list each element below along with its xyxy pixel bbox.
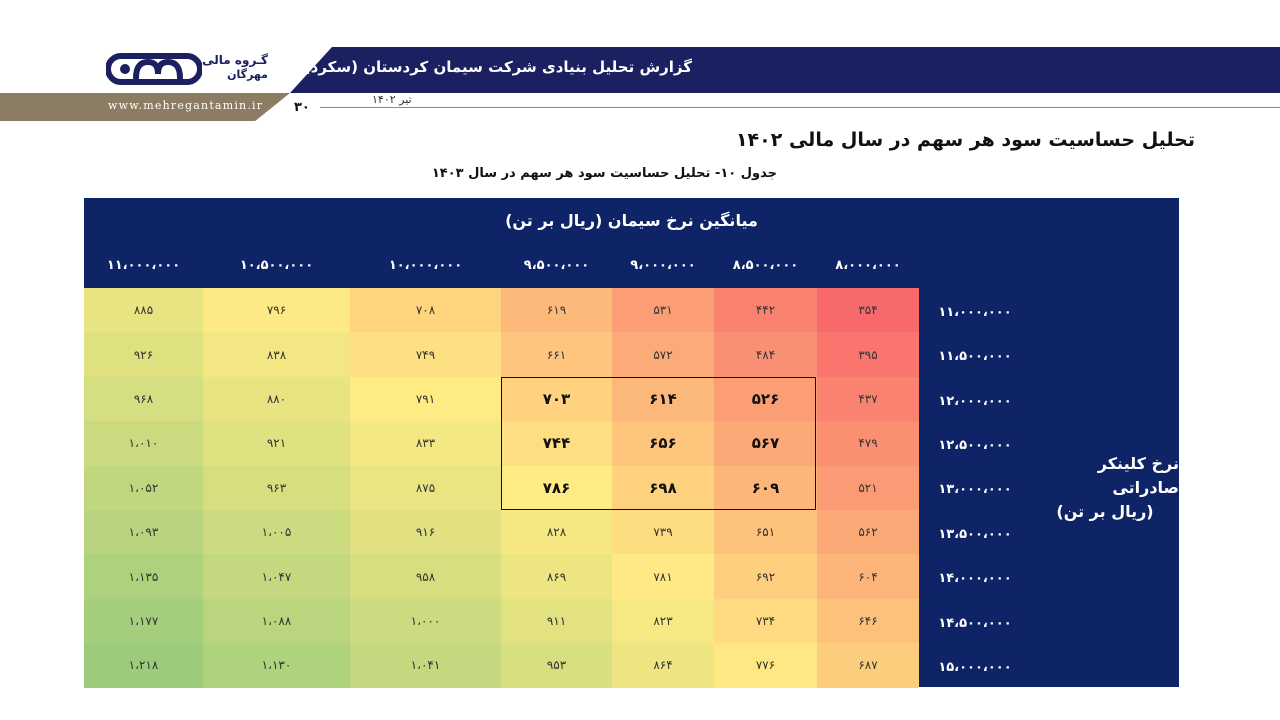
row-axis-title-line-2: (ریال بر تن) xyxy=(1056,501,1154,521)
table-cell: ۴۴۲ xyxy=(714,288,817,332)
table-cell: ۳۹۵ xyxy=(817,332,919,376)
table-cell: ۷۴۹ xyxy=(350,332,501,376)
table-cell: ۷۴۴ xyxy=(501,421,612,465)
table-cell: ۹۶۳ xyxy=(203,466,350,510)
logo-wordmark xyxy=(202,53,268,83)
row-header: ۱۴،۰۰۰،۰۰۰ xyxy=(938,571,1012,587)
table-cell: ۱،۱۷۷ xyxy=(84,599,203,643)
row-header: ۱۱،۰۰۰،۰۰۰ xyxy=(938,304,1012,320)
table-cell: ۱،۰۱۰ xyxy=(84,421,203,465)
table-cell: ۵۲۶ xyxy=(714,377,817,421)
table-cell: ۵۶۷ xyxy=(714,421,817,465)
table-cell: ۵۲۱ xyxy=(817,466,919,510)
column-header: ۱۰،۰۰۰،۰۰۰ xyxy=(388,258,463,273)
table-cell: ۶۱۴ xyxy=(612,377,714,421)
table-cell: ۱،۰۰۰ xyxy=(350,599,501,643)
website-link[interactable]: www.mehregantamin.ir xyxy=(108,99,264,112)
section-title: تحلیل حساسیت سود هر سهم در سال مالی ۱۴۰۲ xyxy=(735,129,1195,151)
column-axis-title: میانگین نرخ سیمان (ریال بر تن) xyxy=(505,211,758,230)
table-cell: ۱،۱۳۵ xyxy=(84,554,203,598)
row-axis-title-line-1: نرخ کلینکر صادراتی xyxy=(1097,453,1179,497)
logo-line-2: مهرگان xyxy=(227,68,268,81)
logo-line-1: گـروه مالی xyxy=(202,53,268,67)
table-cell: ۸۲۳ xyxy=(612,599,714,643)
page-number: ۳۰ xyxy=(294,100,310,115)
table-cell: ۸۷۵ xyxy=(350,466,501,510)
column-header: ۱۱،۰۰۰،۰۰۰ xyxy=(106,258,181,273)
row-header: ۱۲،۵۰۰،۰۰۰ xyxy=(938,437,1012,453)
table-cell: ۹۶۸ xyxy=(84,377,203,421)
table-cell: ۸۸۰ xyxy=(203,377,350,421)
row-header: ۱۵،۰۰۰،۰۰۰ xyxy=(938,659,1012,675)
table-cell: ۱،۰۰۵ xyxy=(203,510,350,554)
table-cell: ۶۱۹ xyxy=(501,288,612,332)
table-cell: ۳۵۴ xyxy=(817,288,919,332)
table-cell: ۱،۰۸۸ xyxy=(203,599,350,643)
table-cell: ۸۶۹ xyxy=(501,554,612,598)
table-cell: ۷۰۸ xyxy=(350,288,501,332)
row-header: ۱۳،۵۰۰،۰۰۰ xyxy=(938,526,1012,542)
table-cell: ۵۷۲ xyxy=(612,332,714,376)
table-caption: جدول ۱۰- تحلیل حساسیت سود هر سهم در سال ۱۴۰۳ xyxy=(431,166,777,181)
table-cell: ۴۷۹ xyxy=(817,421,919,465)
table-cell: ۹۵۸ xyxy=(350,554,501,598)
table-cell: ۸۸۵ xyxy=(84,288,203,332)
row-header: ۱۲،۰۰۰،۰۰۰ xyxy=(938,393,1012,409)
table-cell: ۷۷۶ xyxy=(714,643,817,687)
row-header: ۱۴،۵۰۰،۰۰۰ xyxy=(938,615,1012,631)
table-cell: ۱،۱۳۰ xyxy=(203,643,350,687)
table-cell: ۵۶۲ xyxy=(817,510,919,554)
table-cell: ۴۸۴ xyxy=(714,332,817,376)
table-cell: ۶۴۶ xyxy=(817,599,919,643)
table-cell: ۶۵۱ xyxy=(714,510,817,554)
table-cell: ۹۲۶ xyxy=(84,332,203,376)
column-header: ۱۰،۵۰۰،۰۰۰ xyxy=(239,258,314,273)
column-header: ۹،۰۰۰،۰۰۰ xyxy=(630,258,696,273)
column-header: ۹،۵۰۰،۰۰۰ xyxy=(523,258,590,273)
table-cell: ۱،۲۱۸ xyxy=(84,643,203,687)
table-cell: ۸۲۸ xyxy=(501,510,612,554)
table-cell: ۹۵۳ xyxy=(501,643,612,687)
table-cell: ۷۹۱ xyxy=(350,377,501,421)
table-cell: ۱،۰۴۱ xyxy=(350,643,501,687)
table-cell: ۶۵۶ xyxy=(612,421,714,465)
table-cell: ۵۳۱ xyxy=(612,288,714,332)
table-cell: ۷۳۹ xyxy=(612,510,714,554)
table-cell: ۸۳۸ xyxy=(203,332,350,376)
row-header: ۱۳،۰۰۰،۰۰۰ xyxy=(938,482,1012,498)
company-logo-icon xyxy=(106,52,202,86)
report-title: گزارش تحلیل بنیادی شرکت سیمان کردستان (سکرد) xyxy=(303,58,692,76)
table-cell: ۶۰۹ xyxy=(714,466,817,510)
table-cell: ۹۱۱ xyxy=(501,599,612,643)
header-divider xyxy=(320,107,1280,108)
table-cell: ۹۱۶ xyxy=(350,510,501,554)
table-cell: ۷۸۶ xyxy=(501,466,612,510)
column-header: ۸،۵۰۰،۰۰۰ xyxy=(732,258,799,273)
table-cell: ۷۸۱ xyxy=(612,554,714,598)
row-axis-title xyxy=(1031,288,1179,687)
table-cell: ۶۹۲ xyxy=(714,554,817,598)
table-cell: ۷۰۳ xyxy=(501,377,612,421)
table-cell: ۹۲۱ xyxy=(203,421,350,465)
table-cell: ۷۳۴ xyxy=(714,599,817,643)
table-cell: ۶۰۴ xyxy=(817,554,919,598)
table-cell: ۸۳۳ xyxy=(350,421,501,465)
table-cell: ۴۳۷ xyxy=(817,377,919,421)
table-cell: ۱،۰۹۳ xyxy=(84,510,203,554)
column-header: ۸،۰۰۰،۰۰۰ xyxy=(835,258,901,273)
table-cell: ۱،۰۴۷ xyxy=(203,554,350,598)
table-cell: ۶۶۱ xyxy=(501,332,612,376)
table-cell: ۶۹۸ xyxy=(612,466,714,510)
report-date: تیر ۱۴۰۲ xyxy=(372,93,412,106)
table-cell: ۷۹۶ xyxy=(203,288,350,332)
row-header: ۱۱،۵۰۰،۰۰۰ xyxy=(938,349,1012,365)
table-cell: ۸۶۴ xyxy=(612,643,714,687)
table-cell: ۱،۰۵۲ xyxy=(84,466,203,510)
table-cell: ۶۸۷ xyxy=(817,643,919,687)
